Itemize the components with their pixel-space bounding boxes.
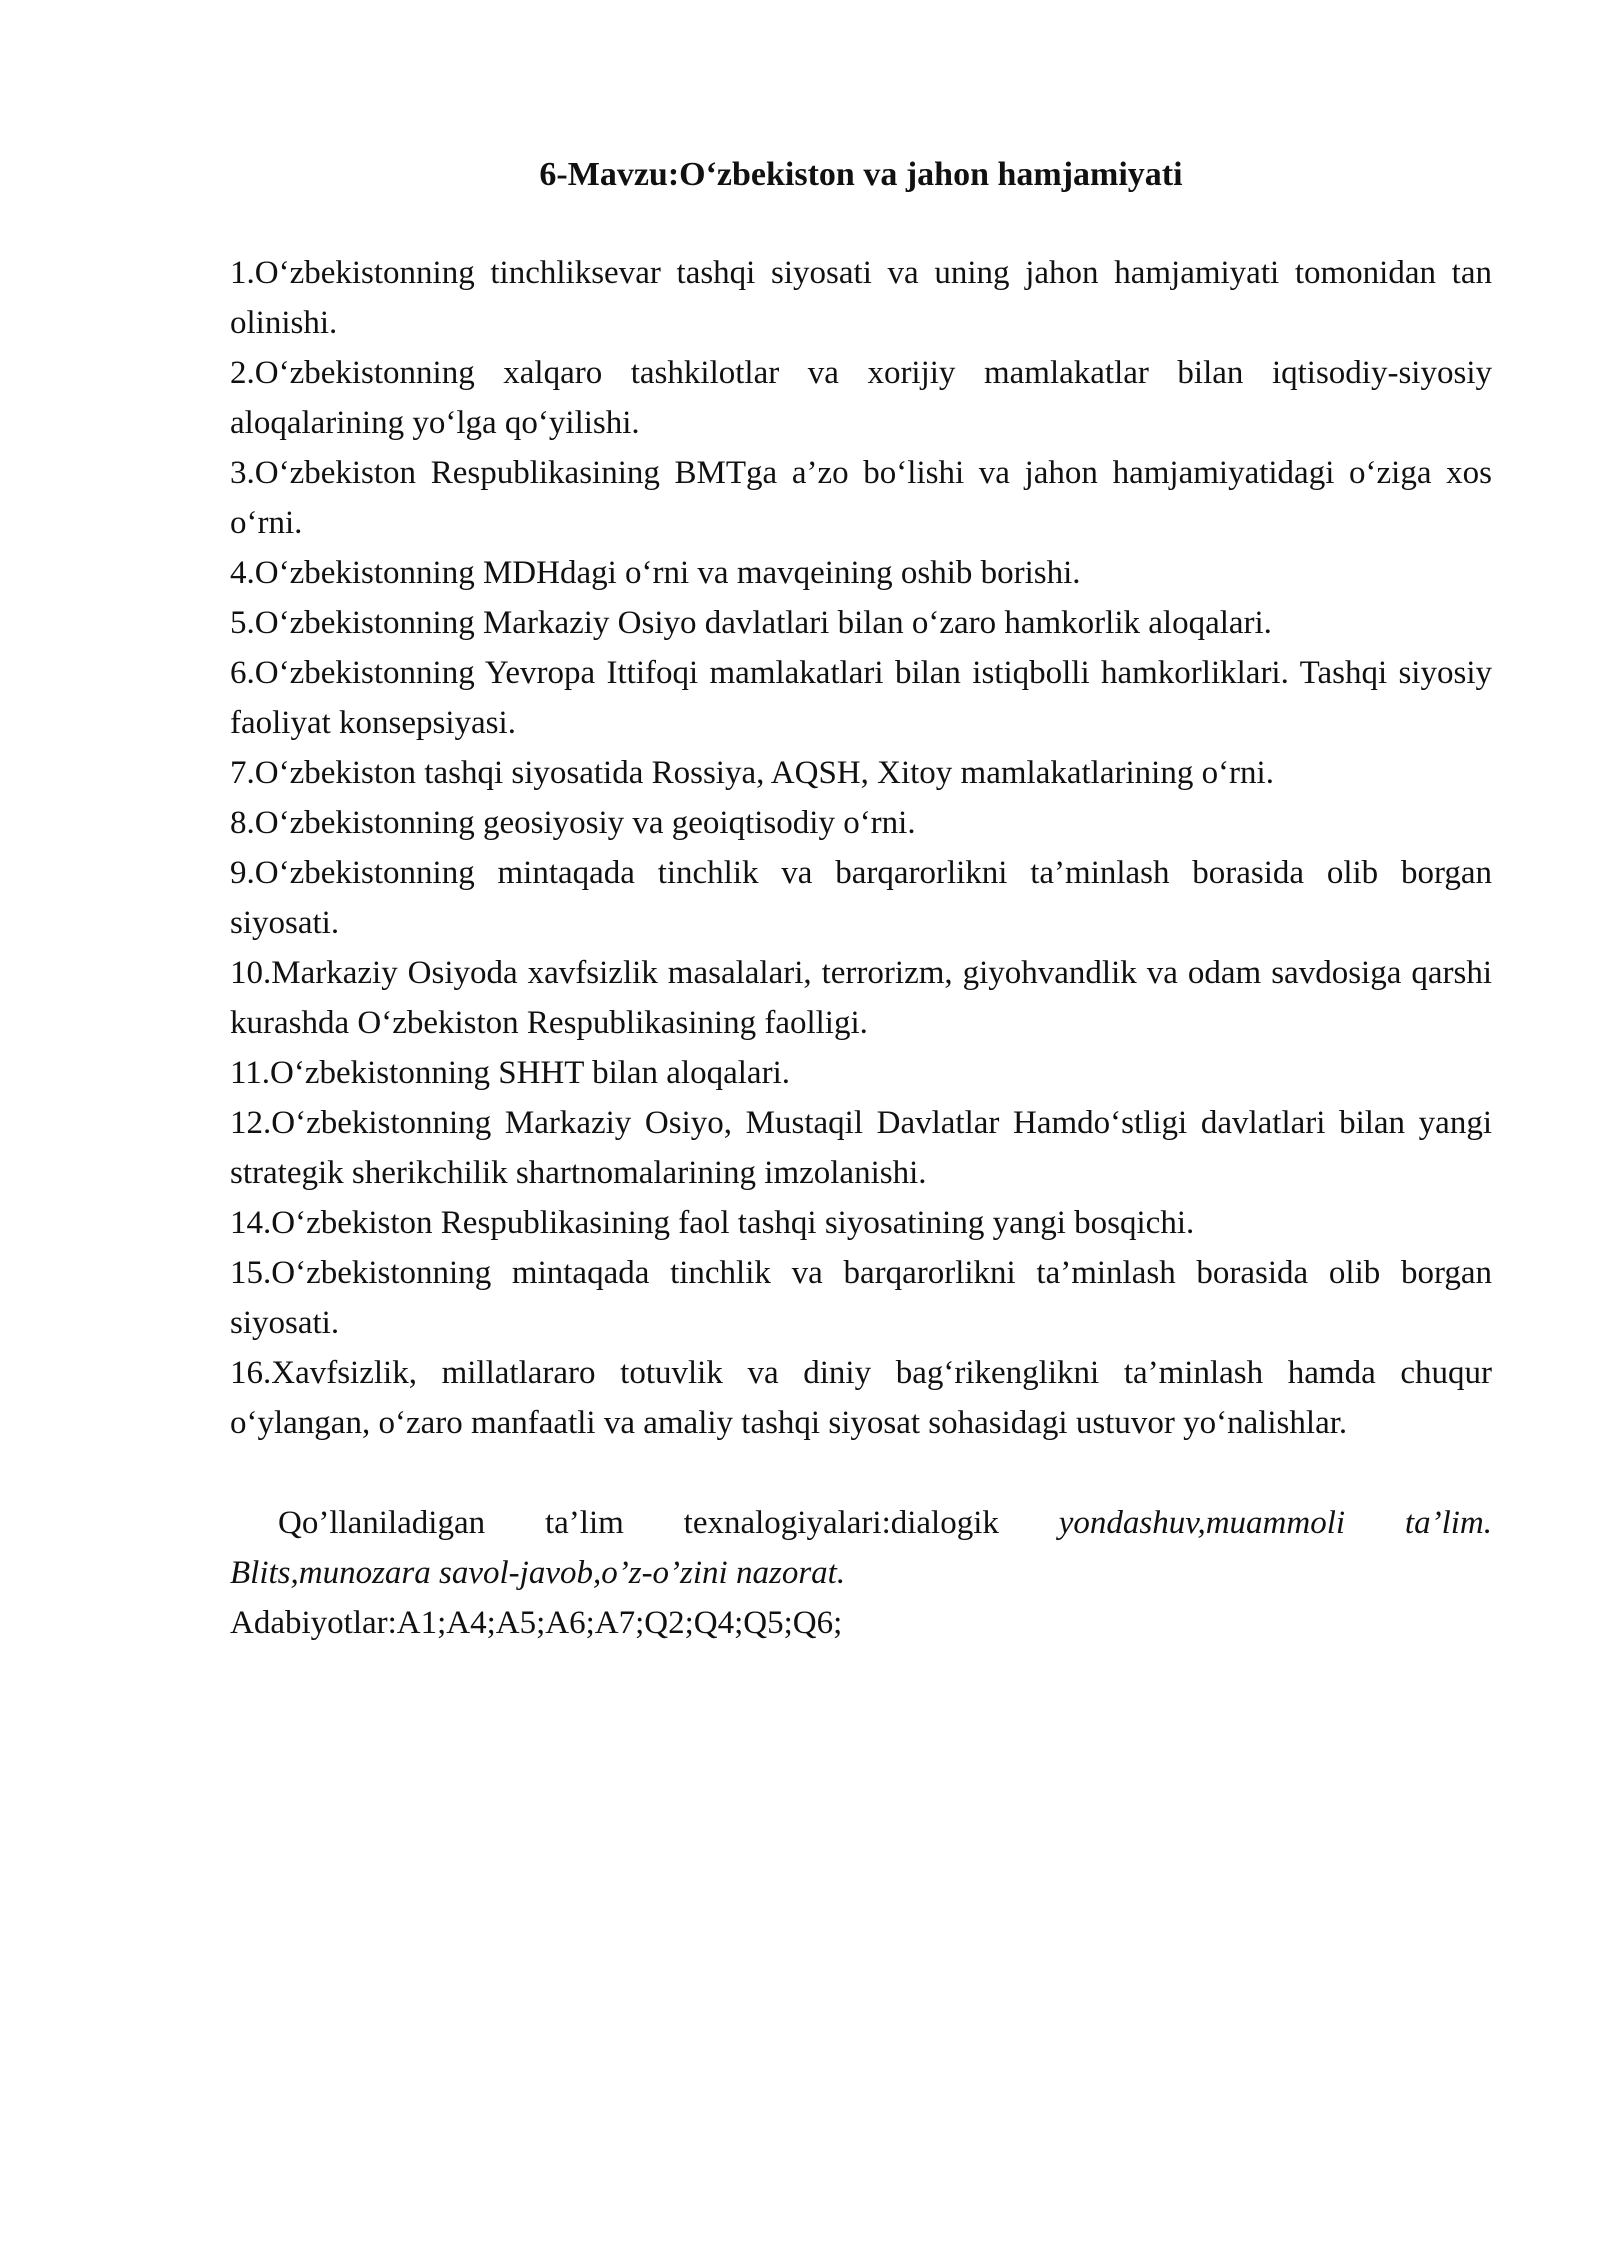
document-body [230,150,1492,1648]
references: Adabiyotlar:A1;A4;A5;A6;A7;Q2;Q4;Q5;Q6; [230,1605,843,1641]
topic-item: 16.Xavfsizlik, millatlararo totuvlik va diniy bag‘rikenglikni ta’minlash hamda chuqur o‘ylangan, o‘zaro manfaatli va amaliy tashqi siyosat sohasidagi ustuvor yo‘nalishlar. [230,1355,1492,1441]
topic-item: 12.O‘zbekistonning Markaziy Osiyo, Mustaqil Davlatlar Hamdo‘stligi davlatlari bilan yangi strategik sherikchilik shartnomalarining imzolanishi. [230,1105,1492,1191]
teaching-methods [230,1498,1492,1598]
topic-item: 11.O‘zbekistonning SHHT bilan aloqalari. [230,1055,790,1091]
page-title: 6-Mavzu:O‘zbekiston va jahon hamjamiyati [539,156,1183,193]
topic-item: 1.O‘zbekistonning tinchliksevar tashqi siyosati va uning jahon hamjamiyati tomonidan tan olinishi. [230,255,1492,341]
topic-list [230,248,1492,1448]
topic-item: 10.Markaziy Osiyoda xavfsizlik masalalari, terrorizm, giyohvandlik va odam savdosiga qarshi kurashda O‘zbekiston Respublikasining faolligi. [230,955,1492,1041]
topic-item: 5.O‘zbekistonning Markaziy Osiyo davlatlari bilan o‘zaro hamkorlik aloqalari. [230,605,1272,641]
topic-item: 6.O‘zbekistonning Yevropa Ittifoqi mamlakatlari bilan istiqbolli hamkorliklari. Tashqi siyosiy faoliyat konsepsiyasi. [230,655,1492,741]
topic-item: 7.O‘zbekiston tashqi siyosatida Rossiya, AQSH, Xitoy mamlakatlarining o‘rni. [230,755,1274,791]
methods-label: Qo’llaniladigan ta’lim texnalogiyalari:dialogik [278,1505,1059,1541]
topic-item: 15.O‘zbekistonning mintaqada tinchlik va barqarorlikni ta’minlash borasida olib borgan siyosati. [230,1255,1492,1341]
topic-item: 2.O‘zbekistonning xalqaro tashkilotlar va xorijiy mamlakatlar bilan iqtisodiy-siyosiy aloqalarining yo‘lga qo‘yilishi. [230,355,1492,441]
topic-item: 4.O‘zbekistonning MDHdagi o‘rni va mavqeining oshib borishi. [230,555,1081,591]
topic-item: 8.O‘zbekistonning geosiyosiy va geoiqtisodiy o‘rni. [230,805,916,841]
topic-item: 14.O‘zbekiston Respublikasining faol tashqi siyosatining yangi bosqichi. [230,1205,1195,1241]
topic-item: 3.O‘zbekiston Respublikasining BMTga a’zo bo‘lishi va jahon hamjamiyatidagi o‘ziga xos o‘rni. [230,455,1492,541]
methods-italic: yondashuv,muammoli ta’lim. Blits,munozara savol-javob,o’z-o’zini nazorat. [230,1505,1492,1591]
topic-item: 9.O‘zbekistonning mintaqada tinchlik va barqarorlikni ta’minlash borasida olib borgan siyosati. [230,855,1492,941]
